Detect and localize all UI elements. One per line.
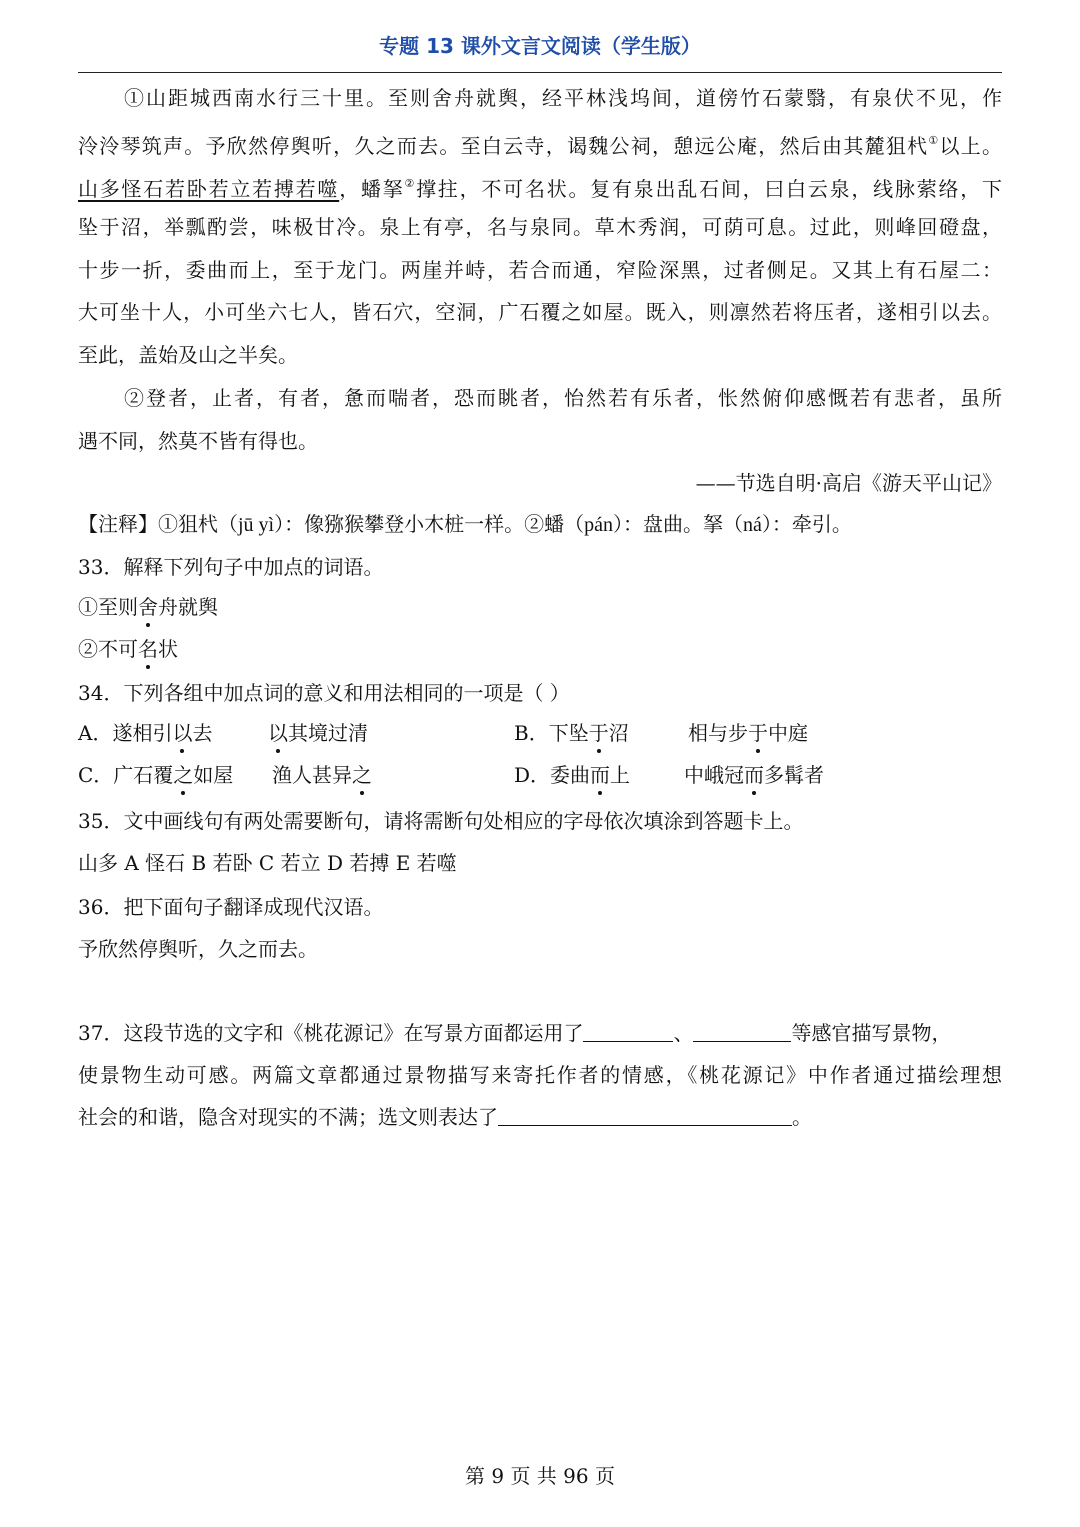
underlined-sentence: 山多怪石若卧若立若搏若噬 [78, 177, 340, 201]
page-header-title: 专题 13 课外文言文阅读（学生版） [379, 34, 701, 58]
answer-blank[interactable] [498, 1105, 792, 1126]
dotted-word: 而 [744, 763, 764, 787]
option-a-first: A．遂相引以去 [78, 721, 213, 745]
dotted-word: 于 [748, 721, 768, 745]
answer-blank[interactable] [693, 1021, 791, 1042]
question-35-stem: 35．文中画线句有两处需要断句，请将需断句处相应的字母依次填涂到答题卡上。 [78, 809, 804, 833]
footnote-marker: ① [928, 134, 940, 147]
passage-line: 泠泠琴筑声。予欣然停舆听，久之而去。至白云寺，谒魏公祠，憩远公庵，然后由其麓狙杙①以上。 [78, 134, 1003, 158]
dotted-word: 之 [173, 763, 194, 787]
option-c-second: 渔人甚异之 [272, 763, 372, 787]
question-33-stem: 33．解释下列句子中加点的词语。 [78, 555, 384, 579]
option-d-first: D．委曲而上 [514, 763, 631, 787]
passage-line: ①山距城西南水行三十里。至则舍舟就舆，经平林浅坞间，道傍竹石蒙翳，有泉伏不见，作 [124, 86, 1002, 110]
header-divider [78, 72, 1002, 73]
footnote-marker: ② [404, 177, 417, 190]
question-34-stem: 34．下列各组中加点词的意义和用法相同的一项是（ ） [78, 681, 570, 705]
option-b-second: 相与步于中庭 [688, 721, 808, 745]
question-37-line: 社会的和谐，隐含对现实的不满；选文则表达了 。 [78, 1105, 812, 1129]
passage-line: 大可坐十人，小可坐六七人，皆石穴，空洞，广石覆之如屋。既入，则凛然若将压者，遂相引以去。 [78, 300, 1002, 324]
question-35-text: 山多 A 怪石 B 若卧 C 若立 D 若搏 E 若噬 [78, 851, 457, 875]
dotted-word: 舍 [138, 595, 158, 619]
question-37-line: 37．这段节选的文字和《桃花源记》在写景方面都运用了 、 等感官描写景物， [78, 1021, 952, 1045]
annotation-notes: 【注释】①狙杙（jū yì）：像猕猴攀登小木桩一样。②蟠（pán）：盘曲。拏（ná）：牵引。 [78, 514, 852, 536]
dotted-word: 于 [588, 721, 609, 745]
passage-line: 至此，盖始及山之半矣。 [78, 343, 298, 367]
dotted-word: 而 [590, 763, 611, 787]
passage-line: 遇不同，然莫不皆有得也。 [78, 429, 318, 453]
question-36-text: 予欣然停舆听，久之而去。 [78, 937, 318, 961]
page-footer: 第 9 页 共 96 页 [465, 1464, 615, 1488]
dotted-word: 以 [172, 721, 193, 745]
passage-source: ——节选自明·高启《游天平山记》 [695, 471, 1002, 495]
passage-line: 十步一折，委曲而上，至于龙门。两崖并峙，若合而通，窄险深黑，过者侧足。又其上有石屋二： [78, 258, 1002, 282]
answer-blank[interactable] [583, 1021, 673, 1042]
option-a-second: 以其境过清 [268, 721, 368, 745]
option-c-first: C．广石覆之如屋 [78, 763, 234, 787]
option-d-second: 中峨冠而多髯者 [684, 763, 824, 787]
question-37-line: 使景物生动可感。两篇文章都通过景物描写来寄托作者的情感，《桃花源记》中作者通过描绘理想 [78, 1063, 1002, 1087]
question-36-stem: 36．把下面句子翻译成现代汉语。 [78, 895, 384, 919]
passage-line: 山多怪石若卧若立若搏若噬，蟠拏②撑拄，不可名状。复有泉出乱石间，曰白云泉，线脉萦络，下 [78, 177, 1003, 201]
dotted-word: 之 [352, 763, 372, 787]
passage-line: 坠于沼，举瓢酌尝，味极甘冷。泉上有亭，名与泉同。草木秀润，可荫可息。过此，则峰回磴盘， [78, 215, 1002, 239]
dotted-word: 以 [268, 721, 288, 745]
option-b-first: B．下坠于沼 [514, 721, 629, 745]
passage-line: ②登者，止者，有者，惫而喘者，恐而眺者，怡然若有乐者，怅然俯仰感慨若有悲者，虽所 [124, 386, 1002, 410]
question-33-item: ①至则舍舟就舆 [78, 595, 218, 619]
dotted-word: 名 [138, 637, 158, 661]
question-33-item: ②不可名状 [78, 637, 178, 661]
